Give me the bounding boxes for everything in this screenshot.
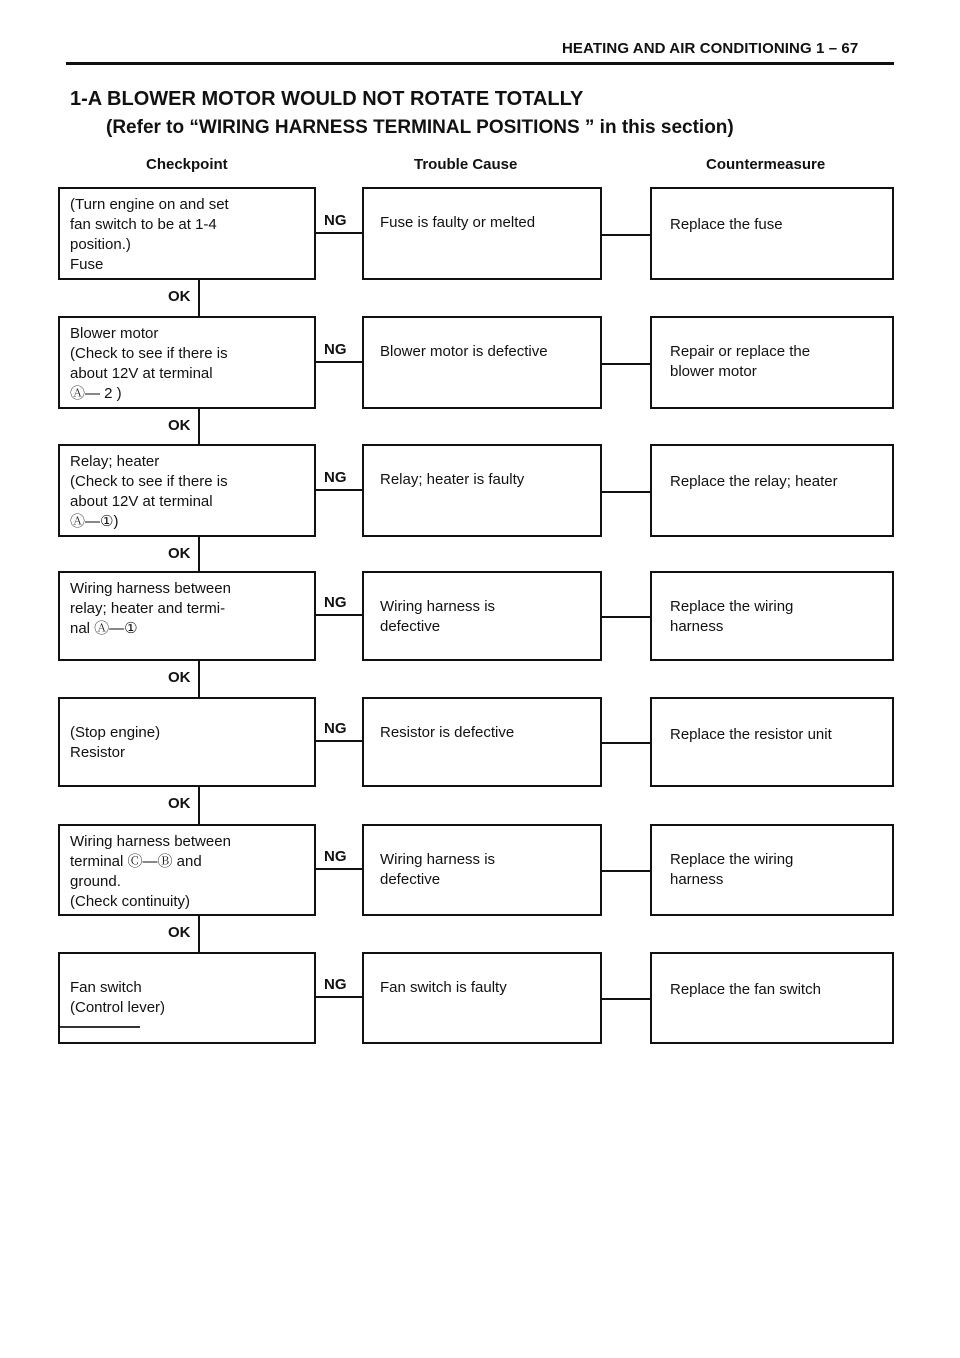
ng-label: NG (324, 720, 347, 737)
countermeasure-box (650, 697, 894, 787)
ng-connector-line (316, 996, 362, 998)
countermeasure-box (650, 952, 894, 1044)
checkpoint-text: Fan switch (Control lever) (70, 979, 166, 1016)
ok-connector-line (198, 916, 200, 952)
section-title: 1-A BLOWER MOTOR WOULD NOT ROTATE TOTALLY (70, 88, 584, 110)
countermeasure-box (650, 187, 894, 280)
ng-label: NG (324, 341, 347, 358)
trouble-cause-text: Blower motor is defective (380, 343, 548, 360)
column-header-trouble-cause: Trouble Cause (414, 156, 518, 173)
cause-to-measure-line (602, 491, 650, 493)
ng-label: NG (324, 594, 347, 611)
countermeasure-box (650, 824, 894, 916)
ok-label: OK (168, 795, 191, 812)
cause-to-measure-line (602, 234, 650, 236)
ng-connector-line (316, 868, 362, 870)
ng-label: NG (324, 212, 347, 229)
countermeasure-text: Replace the resistor unit (670, 726, 832, 743)
countermeasure-box (650, 316, 894, 409)
ok-label: OK (168, 417, 191, 434)
countermeasure-text: Replace the wiring harness (670, 598, 794, 635)
cause-to-measure-line (602, 742, 650, 744)
ok-connector-line (198, 787, 200, 824)
trouble-cause-box (362, 697, 602, 787)
ok-connector-line (198, 661, 200, 697)
ng-connector-line (316, 740, 362, 742)
trouble-cause-text: Wiring harness is defective (380, 598, 496, 635)
countermeasure-box (650, 571, 894, 661)
ok-connector-line (198, 409, 200, 444)
trouble-cause-text: Fan switch is faulty (380, 979, 507, 996)
trouble-cause-box (362, 824, 602, 916)
cause-to-measure-line (602, 998, 650, 1000)
countermeasure-text: Replace the fuse (670, 216, 783, 233)
column-header-checkpoint: Checkpoint (146, 156, 228, 173)
checkpoint-text: Wiring harness between terminal Ⓒ—Ⓑ and ground. (Check continuity) (70, 833, 231, 910)
trouble-cause-box (362, 444, 602, 537)
trouble-cause-box (362, 187, 602, 280)
page-header: HEATING AND AIR CONDITIONING 1 – 67 (562, 40, 859, 57)
trouble-cause-box (362, 316, 602, 409)
ok-label: OK (168, 924, 191, 941)
ng-connector-line (316, 232, 362, 234)
section-subtitle: (Refer to “WIRING HARNESS TERMINAL POSITIONS ” in this section) (106, 117, 734, 138)
trouble-cause-box (362, 571, 602, 661)
trouble-cause-text: Resistor is defective (380, 724, 515, 741)
ok-connector-line (198, 280, 200, 316)
ok-label: OK (168, 288, 191, 305)
countermeasure-text: Replace the wiring harness (670, 851, 794, 888)
checkpoint-text: (Stop engine) Resistor (70, 724, 161, 761)
countermeasure-box (650, 444, 894, 537)
ng-connector-line (316, 614, 362, 616)
ng-connector-line (316, 361, 362, 363)
ng-label: NG (324, 976, 347, 993)
ng-connector-line (316, 489, 362, 491)
trouble-cause-text: Fuse is faulty or melted (380, 214, 536, 231)
ok-label: OK (168, 545, 191, 562)
footer-dash (60, 1026, 140, 1028)
countermeasure-text: Replace the fan switch (670, 981, 821, 998)
column-header-countermeasure: Countermeasure (706, 156, 826, 173)
checkpoint-text: Relay; heater (Check to see if there is about 12V at terminal Ⓐ—①) (70, 453, 228, 530)
trouble-cause-box (362, 952, 602, 1044)
checkpoint-text: Wiring harness between relay; heater and termi- nal Ⓐ—① (70, 580, 231, 637)
trouble-cause-text: Wiring harness is defective (380, 851, 496, 888)
checkpoint-box (58, 571, 316, 661)
cause-to-measure-line (602, 363, 650, 365)
countermeasure-text: Replace the relay; heater (670, 473, 838, 490)
cause-to-measure-line (602, 616, 650, 618)
checkpoint-text: Blower motor (Check to see if there is about 12V at terminal Ⓐ— 2 ) (70, 325, 228, 402)
checkpoint-text: (Turn engine on and set fan switch to be at 1-4 position.) Fuse (70, 196, 229, 273)
checkpoint-box (58, 316, 316, 409)
checkpoint-box (58, 952, 316, 1044)
ok-label: OK (168, 669, 191, 686)
countermeasure-text: Repair or replace the blower motor (670, 343, 811, 380)
checkpoint-box (58, 444, 316, 537)
checkpoint-box (58, 697, 316, 787)
header-rule (66, 62, 894, 65)
ng-label: NG (324, 469, 347, 486)
ng-label: NG (324, 848, 347, 865)
ok-connector-line (198, 537, 200, 571)
cause-to-measure-line (602, 870, 650, 872)
checkpoint-box (58, 187, 316, 280)
checkpoint-box (58, 824, 316, 916)
trouble-cause-text: Relay; heater is faulty (380, 471, 525, 488)
